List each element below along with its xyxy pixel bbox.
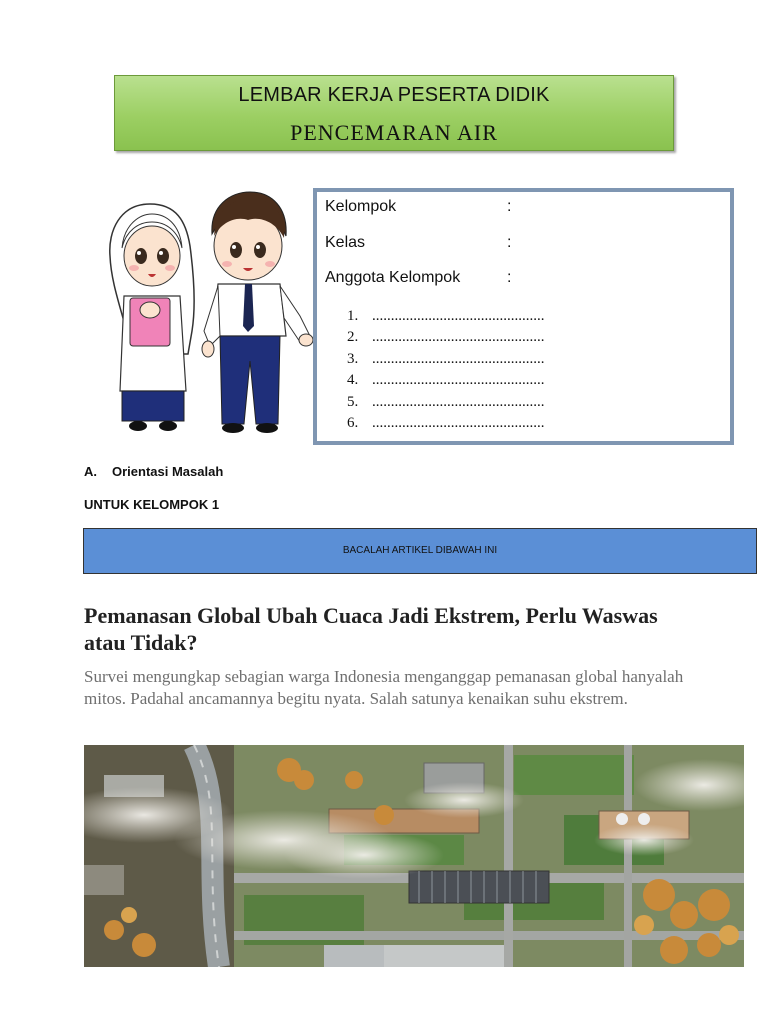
member-line — [347, 370, 545, 391]
industrial-aerial-photo — [84, 745, 744, 967]
boy-student-figure — [202, 192, 313, 433]
member-number: 3. — [347, 350, 359, 367]
article-headline: Pemanasan Global Ubah Cuaca Jadi Ekstrem, Perlu Waswas atau Tidak? — [84, 603, 658, 655]
kelas-label: Kelas — [325, 234, 366, 251]
kelas-colon: : — [507, 234, 512, 251]
member-blank: .............................................. — [372, 350, 545, 367]
member-blank: .............................................. — [372, 414, 545, 431]
anggota-label: Anggota Kelompok — [325, 269, 461, 286]
instruction-banner: BACALAH ARTIKEL DIBAWAH INI — [83, 528, 757, 574]
kelompok-label: Kelompok — [325, 198, 397, 215]
member-blank: .............................................. — [372, 308, 545, 324]
article-lead: Survei mengungkap sebagian warga Indonesia menganggap pemanasan global hanyalah mitos. Padahal ancamannya begitu nyata. Salah satunya kenaikan suhu ekstrem. — [84, 667, 684, 708]
member-line — [347, 392, 545, 413]
section-a-letter: A. — [84, 464, 97, 479]
anggota-colon: : — [507, 269, 512, 286]
group-info-box — [313, 188, 734, 445]
member-number: 6. — [347, 414, 359, 431]
member-blank: .............................................. — [372, 372, 545, 389]
section-a-heading — [84, 464, 223, 479]
member-line — [347, 327, 545, 348]
member-blank: .............................................. — [372, 393, 545, 410]
member-number: 5. — [347, 393, 359, 410]
worksheet-title: LEMBAR KERJA PESERTA DIDIK — [238, 84, 550, 106]
students-illustration — [100, 186, 315, 436]
kelompok-colon: : — [507, 198, 512, 215]
member-number: 1. — [347, 308, 359, 324]
member-line — [347, 413, 545, 434]
section-a-title: Orientasi Masalah — [112, 464, 224, 479]
member-line — [347, 306, 545, 327]
member-line — [347, 349, 545, 370]
member-number: 2. — [347, 329, 359, 346]
worksheet-title-box — [114, 75, 674, 151]
member-list — [347, 306, 545, 434]
member-number: 4. — [347, 372, 359, 389]
worksheet-topic: PENCEMARAN AIR — [290, 120, 498, 145]
girl-student-figure — [110, 204, 194, 431]
group-heading: UNTUK KELOMPOK 1 — [84, 497, 220, 512]
member-blank: .............................................. — [372, 329, 545, 346]
